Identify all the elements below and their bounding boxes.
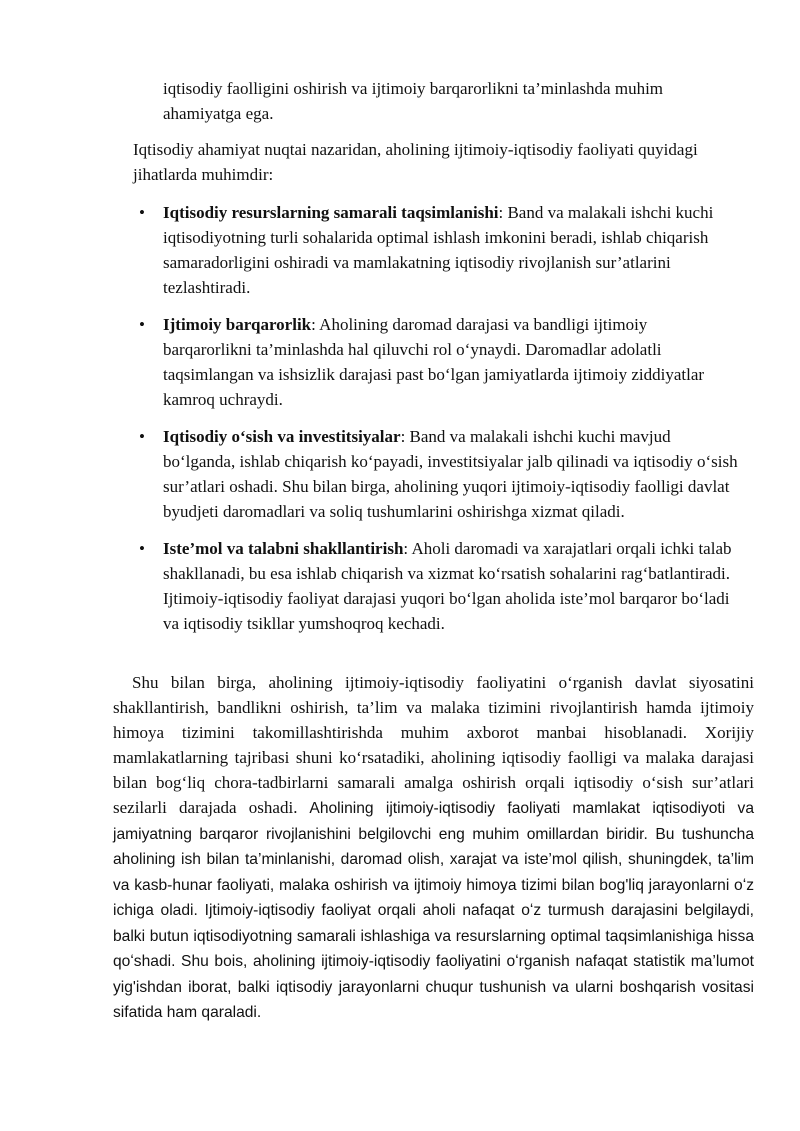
list-item-title: Iqtisodiy oʻsish va investitsiyalar — [163, 427, 401, 446]
list-item-title: Iste’mol va talabni shakllantirish — [163, 539, 404, 558]
body-text-serif: Shu bilan birga, aholining ijtimoiy-iqtisodiy faoliyatini oʻrganish davlat siyosatini shakllantirish, bandlikni oshirish, ta’lim va malaka tizimini rivojlantirish hamda ijtimoiy himoya tizimini takomillashtirishda muhim axborot manbai hisoblanadi. Xorijiy mamlakatlarning tajribasi shuni koʻrsatadiki, aholining iqtisodiy faolligi va malaka darajasi bilan bogʻliq chora-tadbirlarni samarali amalga oshirish orqali iqtisodiy oʻsish sur’atlari sezilarli darajada oshadi. — [113, 673, 754, 817]
bullet-marker: • — [139, 427, 145, 446]
list-item — [139, 424, 738, 524]
list-item-text: : Aholi daromadi va xarajatlari orqali ichki talab shakllanadi, bu esa ishlab chiqarish va xizmat koʻrsatish sohalarini ragʻbatlantiradi. Ijtimoiy-iqtisodiy faoliyat darajasi yuqori boʻlgan aholida iste’mol barqaror boʻladi va iqtisodiy tsikllar yumshoqroq kechadi. — [163, 539, 732, 633]
list-item-text: : Band va malakali ishchi kuchi iqtisodiyotning turli sohalarida optimal ishlash imkonini beradi, ishlab chiqarish samaradorligini oshiradi va mamlakatning iqtisodiy rivojlanish sur’atlarini tezlashtiradi. — [163, 203, 714, 297]
list-item-title: Ijtimoiy barqarorlik — [163, 315, 312, 334]
list-item — [139, 200, 738, 300]
bullet-list — [139, 200, 738, 648]
body-paragraph — [113, 670, 754, 1026]
bullet-marker: • — [139, 203, 145, 222]
list-item — [139, 536, 738, 636]
intro-text: Iqtisodiy ahamiyat nuqtai nazaridan, aholining ijtimoiy-iqtisodiy faoliyati quyidagi jihatlarda muhimdir: — [133, 140, 698, 184]
list-item-title: Iqtisodiy resurslarning samarali taqsimlanishi — [163, 203, 499, 222]
continued-text: iqtisodiy faolligini oshirish va ijtimoiy barqarorlikni ta’minlashda muhim ahamiyatga ega. — [163, 79, 664, 123]
list-item-text: : Band va malakali ishchi kuchi mavjud boʻlganda, ishlab chiqarish koʻpayadi, investitsiyalar jalb qilinadi va iqtisodiy oʻsish sur’atlari oshadi. Shu bilan birga, aholining yuqori ijtimoiy-iqtisodiy faolligi davlat byudjeti daromadlari va soliq tushumlarini oshirishga xizmat qiladi. — [163, 427, 738, 521]
continued-list-item — [163, 76, 743, 126]
body-text-sans: Aholining ijtimoiy-iqtisodiy faoliyati mamlakat iqtisodiyoti va jamiyatning barqaror rivojlanishini belgilovchi eng muhim omillardan biridir. Bu tushuncha aholining ish bilan ta’minlanishi, daromad olish, xarajat va iste’mol qilish, shuningdek, ta’lim va kasb-hunar faoliyati, malaka oshirish va ijtimoiy himoya tizimi bilan bog'liq jarayonlarni oʻz ichiga oladi. Ijtimoiy-iqtisodiy faoliyat orqali aholi nafaqat oʻz turmush darajasini belgilaydi, balki butun iqtisodiyotning samarali ishlashiga va resurslarning optimal taqsimlanishiga hissa qoʻshadi. Shu bois, aholining ijtimoiy-iqtisodiy faoliyatini oʻrganish nafaqat statistik ma’lumot yig'ishdan iborat, balki iqtisodiy jarayonlarni chuqur tushunish va ularni boshqarish vositasi sifatida ham qaraladi. — [113, 800, 754, 1021]
bullet-marker: • — [139, 315, 145, 334]
bullet-marker: • — [139, 539, 145, 558]
list-item-text: : Aholining daromad darajasi va bandligi ijtimoiy barqarorlikni ta’minlashda hal qiluvchi rol oʻynaydi. Daromadlar adolatli taqsimlangan va ishsizlik darajasi past boʻlgan jamiyatlarda ijtimoiy ziddiyatlar kamroq uchraydi. — [163, 315, 705, 409]
list-item — [139, 312, 738, 412]
intro-paragraph — [133, 137, 733, 187]
